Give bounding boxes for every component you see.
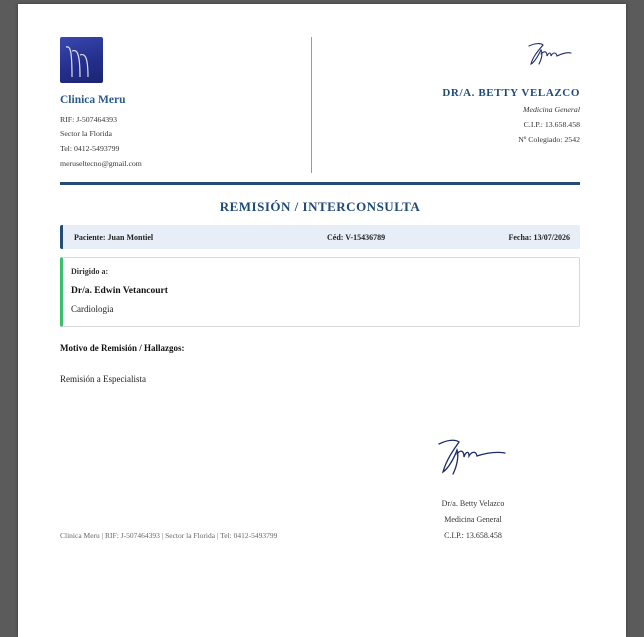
footer-clinic-info: Clinica Meru | RIF: J-507464393 | Sector la Florida | Tel: 0412-5493799 xyxy=(60,531,278,540)
header-signature xyxy=(523,40,575,75)
doctor-specialty: Medicina General xyxy=(523,105,580,114)
referral-box xyxy=(60,257,580,327)
referral-doctor: Dr/a. Edwin Vetancourt xyxy=(71,286,168,296)
signature-name: Dr/a. Betty Velazco xyxy=(441,499,505,508)
patient-date: Fecha: 13/07/2026 xyxy=(508,233,570,242)
clinic-phone: Tel: 0412-5493799 xyxy=(60,144,120,153)
referral-label: Dirigido a: xyxy=(71,267,109,276)
referral-specialty: Cardiologia xyxy=(71,304,114,314)
document-title: REMISIÓN / INTERCONSULTA xyxy=(219,199,421,214)
motivo-label: Motivo de Remisión / Hallazgos: xyxy=(60,343,185,353)
clinic-logo xyxy=(60,37,103,83)
motivo-text: Remisión a Especialista xyxy=(60,374,146,384)
clinic-email: meruseltecno@gmail.com xyxy=(60,159,142,168)
patient-info-bar xyxy=(60,225,580,249)
signature-cip: C.I.P.: 13.658.458 xyxy=(444,531,502,540)
doctor-name: DR/A. BETTY VELAZCO xyxy=(442,87,580,99)
patient-id: Céd: V-15436789 xyxy=(327,233,386,242)
signature-specialty: Medicina General xyxy=(444,515,502,524)
document-page xyxy=(18,4,626,637)
footer-signature xyxy=(433,434,511,485)
clinic-address: Sector la Florida xyxy=(60,129,112,138)
doctor-cip: C.I.P.: 13.658.458 xyxy=(523,120,580,129)
clinic-name: Clinica Meru xyxy=(60,94,126,106)
header-divider xyxy=(311,37,312,173)
patient-name: Paciente: Juan Montiel xyxy=(74,233,154,242)
doctor-colegiado: Nº Colegiado: 2542 xyxy=(518,135,580,144)
header-rule xyxy=(60,182,580,185)
clinic-rif: RIF: J-507464393 xyxy=(60,115,117,124)
